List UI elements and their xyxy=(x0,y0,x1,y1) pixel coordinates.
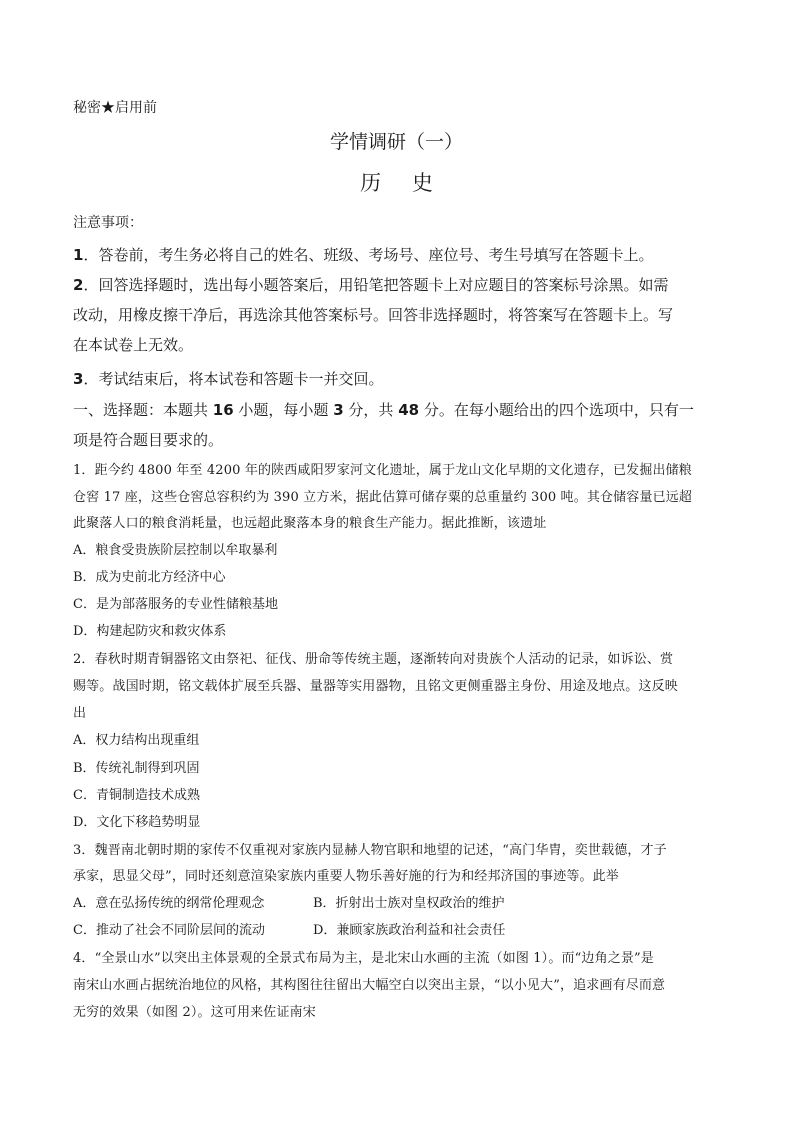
notice-item-text: ．回答选择题时，选出每小题答案后，用铅笔把答题卡上对应题目的答案标号涂黑。如需 xyxy=(83,276,669,294)
section-heading xyxy=(73,401,694,419)
exam-title: 学情调研（一） xyxy=(329,131,463,153)
question-1-option-b: B．成为史前北方经济中心 xyxy=(73,570,226,585)
question-2-line: 出 xyxy=(73,706,87,721)
notice-item-3 xyxy=(73,370,383,388)
question-count: 16 xyxy=(212,401,234,419)
notice-item-text: ．考试结束后，将本试卷和答题卡一并交回。 xyxy=(83,370,384,388)
notice-item-text: ．答卷前，考生务必将自己的姓名、班级、考场号、座位号、考生号填写在答题卡上。 xyxy=(83,246,654,264)
question-3-option-a: A．意在弘扬传统的纲常伦理观念 xyxy=(73,896,265,911)
notice-heading: 注意事项： xyxy=(73,215,143,231)
question-2-option-b: B．传统礼制得到巩固 xyxy=(73,761,200,776)
points-total: 48 xyxy=(398,401,420,419)
section-text: 分。在每小题给出的四个选项中，只有一 xyxy=(419,401,694,419)
question-2-option-a: A．权力结构出现重组 xyxy=(73,733,200,748)
question-3-option-b: B．折射出士族对皇权政治的维护 xyxy=(313,896,505,911)
confidential-mark: 秘密★启用前 xyxy=(73,100,157,116)
notice-item-number: 1 xyxy=(73,246,84,264)
question-2-option-d: D．文化下移趋势明显 xyxy=(73,815,201,830)
question-1-line: 1．距今约 4800 年至 4200 年的陕西咸阳罗家河文化遗址，属于龙山文化早期的文化遗存，已发掘出储粮 xyxy=(73,463,692,478)
question-3-option-c: C．推动了社会不同阶层间的流动 xyxy=(73,923,265,938)
notice-item-2-cont: 改动，用橡皮擦干净后，再选涂其他答案标号。回答非选择题时，将答案写在答题卡上。写 xyxy=(73,306,674,324)
notice-item-1 xyxy=(73,246,653,264)
notice-item-2 xyxy=(73,276,668,294)
question-2-line: 赐等。战国时期，铭文载体扩展至兵器、量器等实用器物，且铭文更侧重器主身份、用途及地点。这反映 xyxy=(73,679,678,694)
question-1-option-c: C．是为部落服务的专业性储粮基地 xyxy=(73,597,278,612)
section-text: 小题，每小题 xyxy=(233,401,334,419)
question-1-line: 此聚落人口的粮食消耗量，也远超此聚落本身的粮食生产能力。据此推断，该遗址 xyxy=(73,516,547,531)
question-4-line: 无穷的效果（如图 2）。这可用来佐证南宋 xyxy=(73,1005,316,1020)
question-4-line: 4．“全景山水”以突出主体景观的全景式布局为主，是北宋山水画的主流（如图 1）。而“边角之景”是 xyxy=(73,951,654,966)
question-2-line: 2．春秋时期青铜器铭文由祭祀、征伐、册命等传统主题，逐渐转向对贵族个人活动的记录，如诉讼、赏 xyxy=(73,652,674,667)
section-heading-cont: 项是符合题目要求的。 xyxy=(73,431,224,449)
question-3-line: 3．魏晋南北朝时期的家传不仅重视对家族内显赫人物官职和地望的记述，“高门华胄，奕世载德，才子 xyxy=(73,843,667,858)
notice-item-number: 3 xyxy=(73,370,84,388)
question-4-line: 南宋山水画占据统治地位的风格，其构图往往留出大幅空白以突出主景，“以小见大”，追求画有尽而意 xyxy=(73,978,666,993)
notice-item-2-cont: 在本试卷上无效。 xyxy=(73,336,194,354)
notice-item-number: 2 xyxy=(73,276,84,294)
subject-title: 历 史 xyxy=(360,171,445,195)
question-3-line: 承家，思显父母”，同时还刻意渲染家族内重要人物乐善好施的行为和经邦济国的事迹等。此举 xyxy=(73,869,619,884)
question-1-option-d: D．构建起防灾和救灾体系 xyxy=(73,624,227,639)
question-1-option-a: A．粮食受贵族阶层控制以牟取暴利 xyxy=(73,543,278,558)
question-1-line: 仓窖 17 座，这些仓窖总容积约为 390 立方米，据此估算可储存粟的总重量约 300 吨。其仓储容量已远超 xyxy=(73,490,693,505)
question-2-option-c: C．青铜制造技术成熟 xyxy=(73,788,200,803)
section-text: 一、选择题：本题共 xyxy=(73,401,213,419)
points-each: 3 xyxy=(333,401,344,419)
section-text: 分，共 xyxy=(343,401,399,419)
question-3-option-d: D．兼顾家族政治利益和社会责任 xyxy=(313,923,506,938)
